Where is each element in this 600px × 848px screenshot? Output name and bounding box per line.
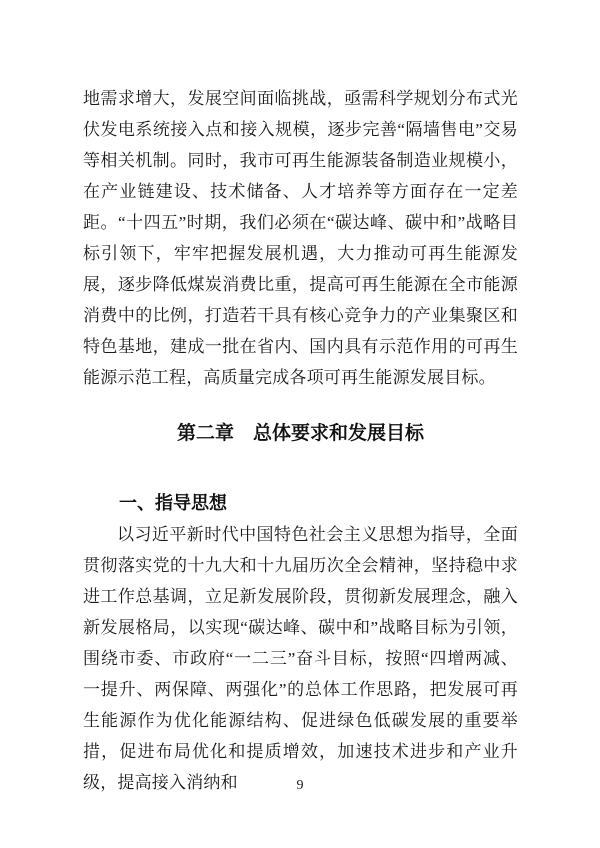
paragraph-guiding-thought: 以习近平新时代中国特色社会主义思想为指导，全面贯彻落实党的十九大和十九届历次全会精神，坚持稳中求进工作总基调，立足新发展阶段，贯彻新发展理念，融入新发展格局，以实现“碳达峰、碳中和”战略目标为引领，围绕市委、市政府“一二三”奋斗目标，按照“四增两减、一提升、两保障、两强化”的总体工作思路，把发展可再生能源作为优化能源结构、促进绿色低碳发展的重要举措，促进布局优化和提质增效，加速技术进步和产业升级，提高接入消纳和 — [83, 525, 518, 792]
page-number: 9 — [296, 778, 304, 793]
chapter-heading: 第二章 总体要求和发展目标 — [176, 423, 424, 444]
page-content — [83, 83, 518, 798]
section-heading-guiding-thought: 一、指导思想 — [119, 493, 227, 513]
paragraph-continuation: 地需求增大，发展空间面临挑战，亟需科学规划分布式光伏发电系统接入点和接入规模，逐步完善“隔墙售电”交易等相关机制。同时，我市可再生能源装备制造业规模小，在产业链建设、技术储备、人才培养等方面存在一定差距。“十四五”时期，我们必须在“碳达峰、碳中和”战略目标引领下，牢牢把握发展机遇，大力推动可再生能源发展，逐步降低煤炭消费比重，提高可再生能源在全市能源消费中的比例，打造若干具有核心竞争力的产业集聚区和特色基地，建成一批在省内、国内具有示范作用的可再生能源示范工程，高质量完成各项可再生能源发展目标。 — [83, 89, 518, 387]
